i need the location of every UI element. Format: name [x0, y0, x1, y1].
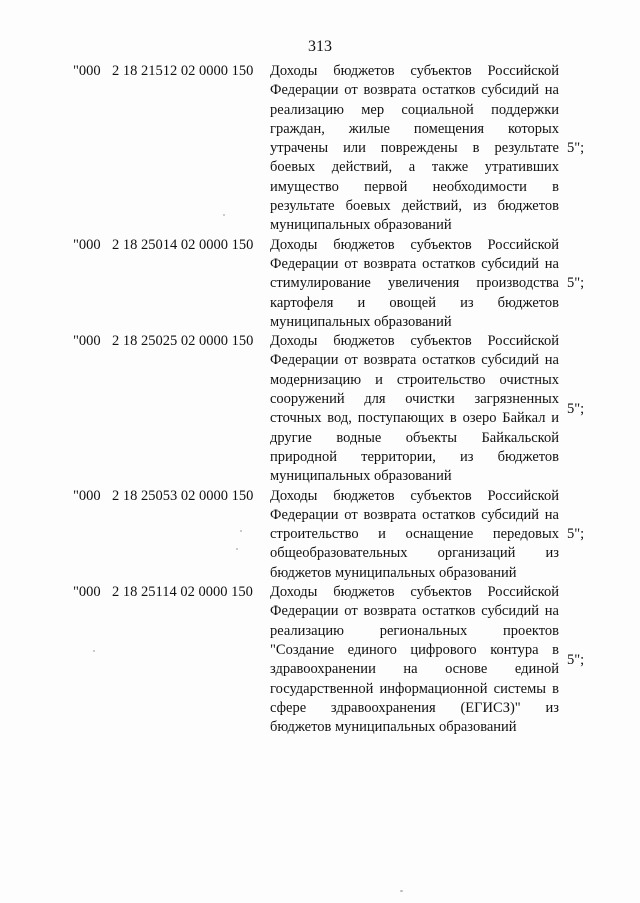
- table-row: [0, 332, 640, 486]
- code-prefix: "000: [73, 487, 101, 504]
- page-number: 313: [308, 38, 332, 55]
- code-prefix: "000: [73, 584, 101, 601]
- budget-code: 2 18 25025 02 0000 150: [112, 333, 254, 350]
- scan-speck: [400, 890, 403, 892]
- description: Доходы бюджетов субъектов Российской Федерации от возврата остатков субсидий на модернизацию и строительство очистных сооружений для очистки загрязненных сточных вод, поступающих в озеро Байкал и другие водные объекты Байкальской природной территории, из бюджетов муниципальных образований: [270, 333, 559, 485]
- description: Доходы бюджетов субъектов Российской Федерации от возврата остатков субсидий на реализацию мер социальной поддержки граждан, жилые помещения которых утрачены или повреждены в результате боевых действий, а также утративших имущество первой необходимости в результате боевых действий, из бюджетов муниципальных образований: [270, 63, 559, 234]
- scan-speck: [223, 214, 225, 216]
- code-prefix: "000: [73, 333, 101, 350]
- budget-code-cell: [0, 332, 270, 486]
- row-suffix: 5";: [567, 140, 585, 157]
- scan-speck: [93, 650, 95, 652]
- entries-table: [0, 62, 640, 737]
- budget-code: 2 18 21512 02 0000 150: [112, 63, 254, 79]
- budget-code-cell: [0, 236, 270, 332]
- table-row: [0, 583, 640, 737]
- table-row: [0, 62, 640, 236]
- description: Доходы бюджетов субъектов Российской Федерации от возврата остатков субсидий на стимулирование увеличения производства картофеля и овощей из бюджетов муниципальных образований: [270, 236, 559, 330]
- code-prefix: "000: [73, 63, 101, 79]
- budget-code-cell: [0, 583, 270, 737]
- scan-speck: [236, 548, 238, 550]
- row-suffix: 5";: [567, 400, 585, 417]
- code-prefix: "000: [73, 236, 101, 253]
- budget-code-cell: [0, 487, 270, 583]
- budget-code: 2 18 25053 02 0000 150: [112, 487, 254, 504]
- budget-code: 2 18 25014 02 0000 150: [112, 236, 254, 253]
- table-row: [0, 236, 640, 332]
- budget-code-cell: [0, 62, 270, 236]
- row-suffix: 5";: [567, 275, 585, 292]
- row-suffix: 5";: [567, 526, 585, 543]
- row-suffix: 5";: [567, 651, 585, 668]
- scan-speck: [240, 530, 242, 532]
- budget-code: 2 18 25114 02 0000 150: [112, 584, 253, 601]
- description: Доходы бюджетов субъектов Российской Федерации от возврата остатков субсидий на строительство и оснащение передовых общеобразовательных организаций из бюджетов муниципальных образований: [270, 487, 559, 581]
- table-row: [0, 487, 640, 583]
- description: Доходы бюджетов субъектов Российской Федерации от возврата остатков субсидий на реализацию региональных проектов "Создание единого цифрового контура в здравоохранении на основе единой государственной информационной системы в сфере здравоохранения (ЕГИСЗ)" из бюджетов муниципальных образований: [270, 584, 559, 736]
